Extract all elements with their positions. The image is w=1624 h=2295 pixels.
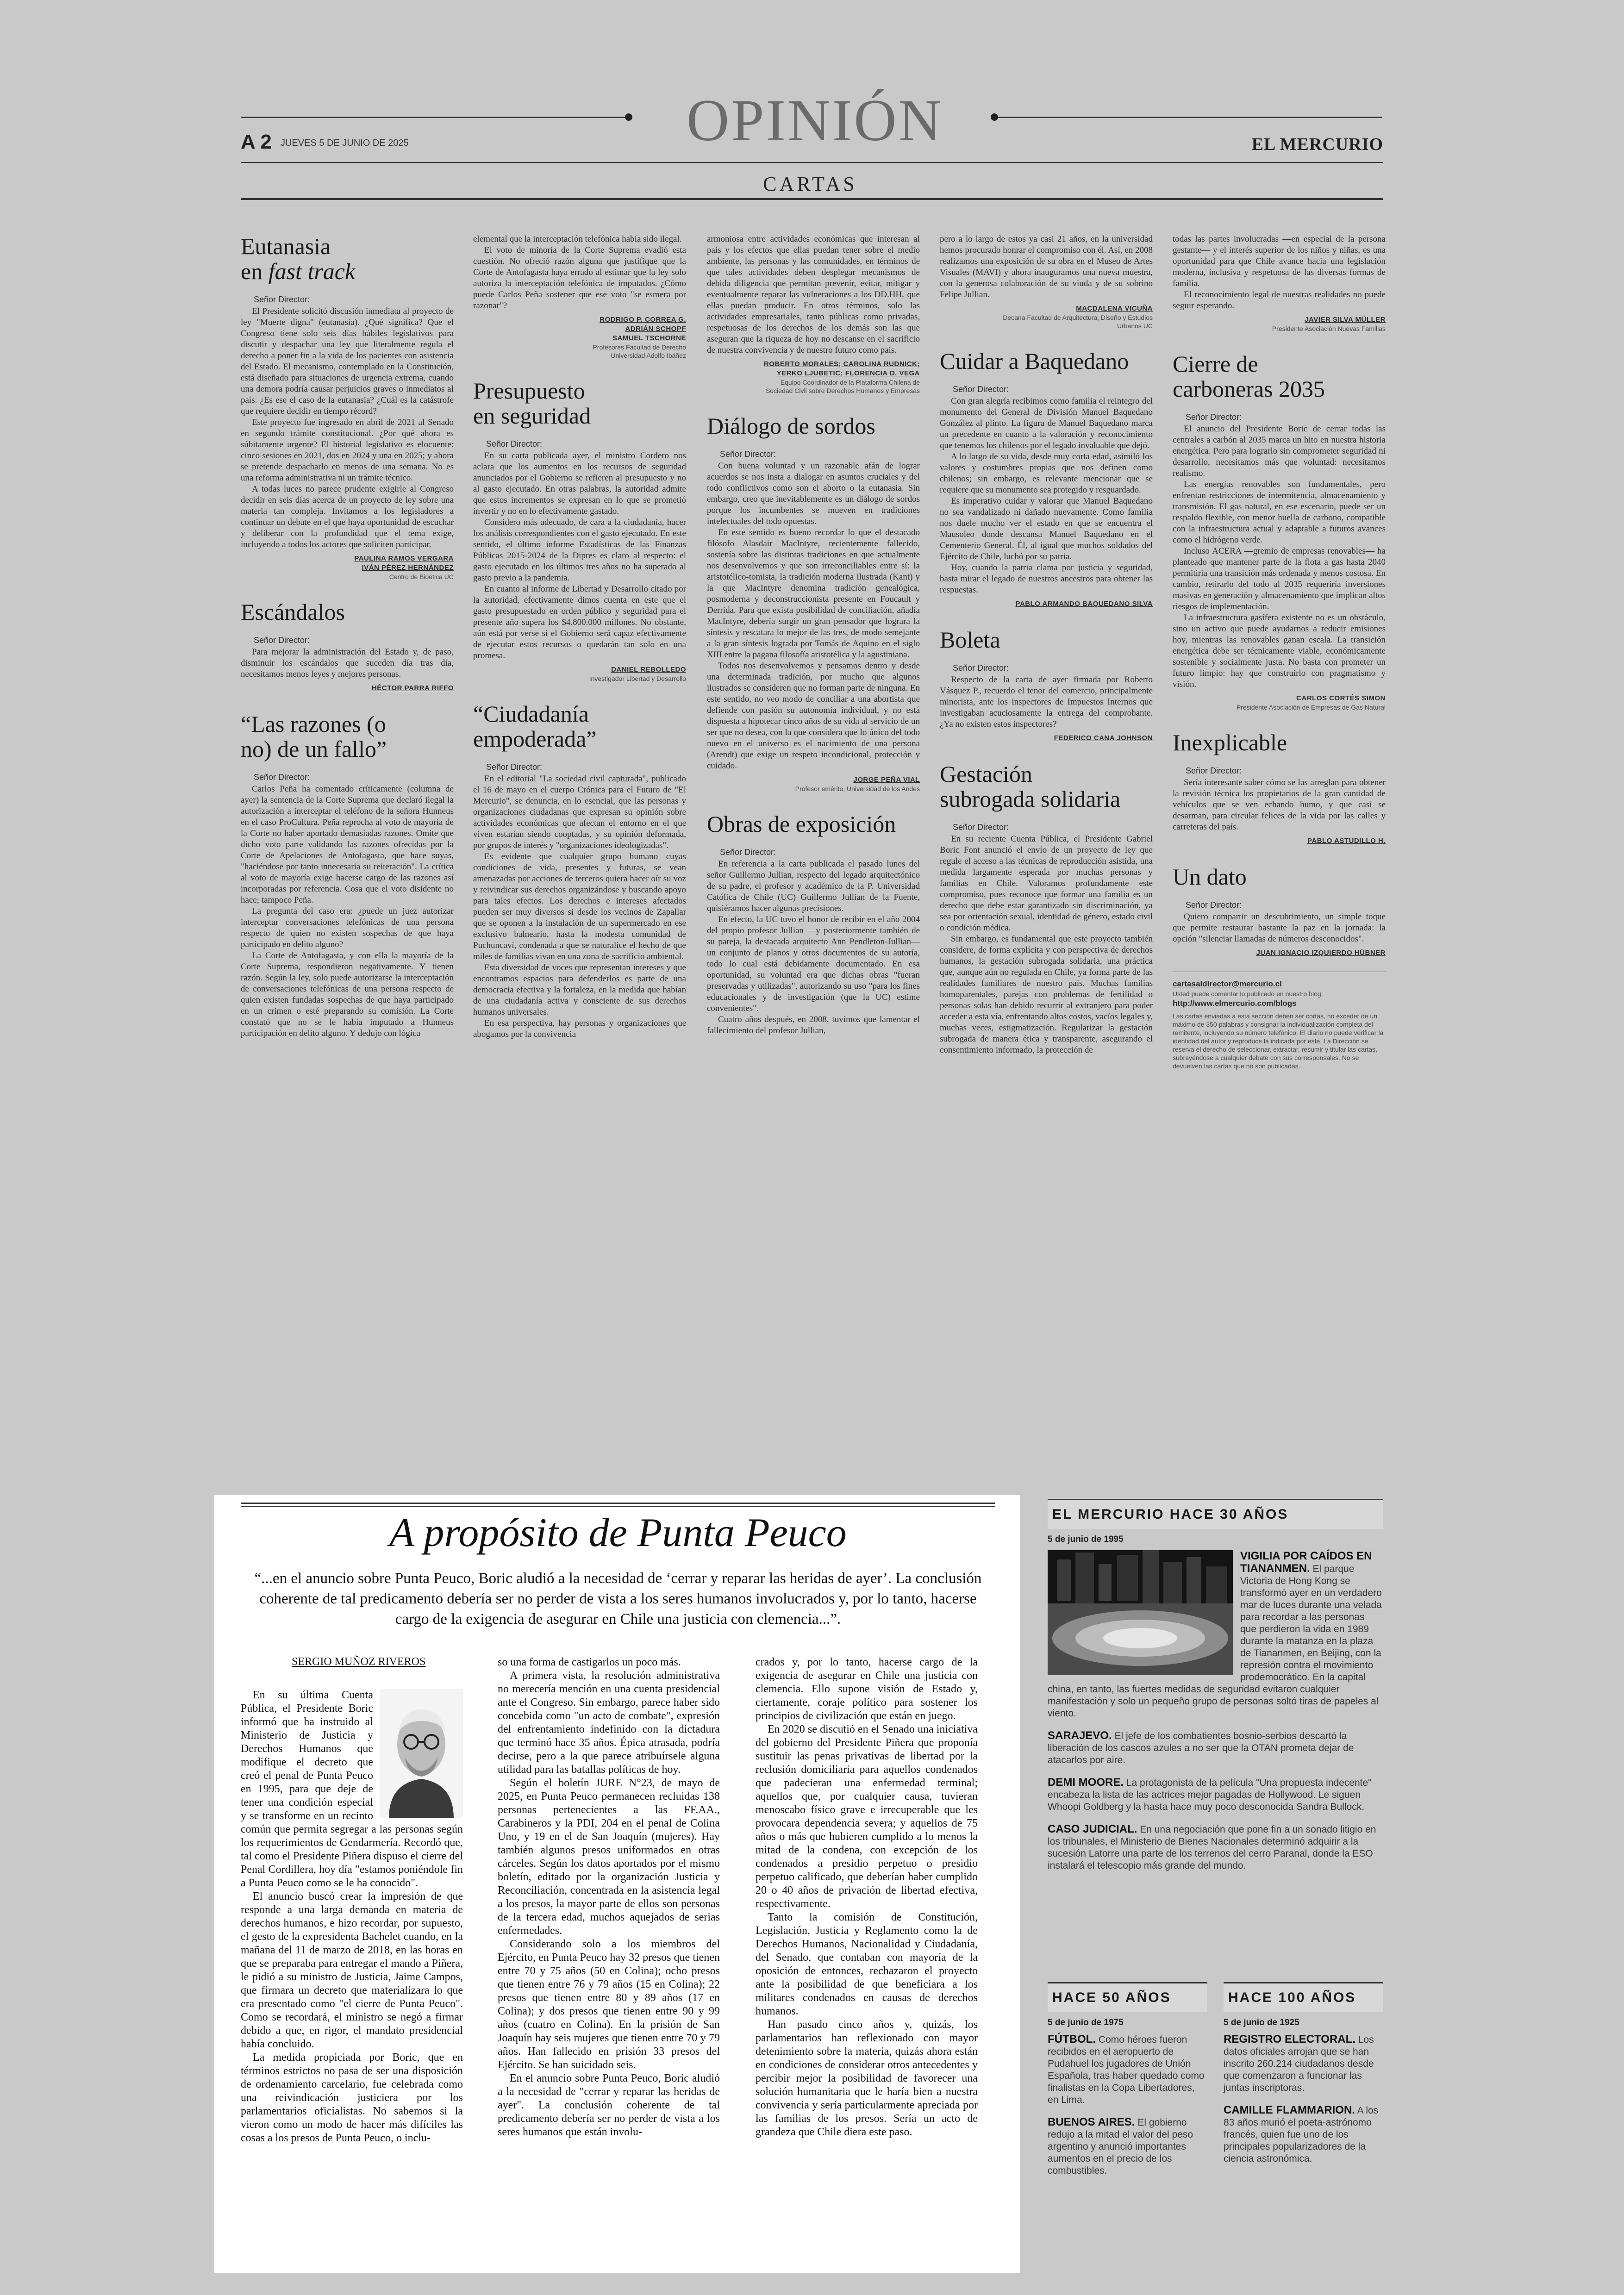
letter-title-gestacion: Gestación subrogada solidaria bbox=[940, 761, 1121, 812]
section-title: OPINIÓN bbox=[686, 87, 943, 153]
editorial-title: A propósito de Punta Peuco bbox=[389, 1510, 847, 1555]
editorial-lead: “...en el anuncio sobre Punta Peuco, Boric aludió a la necesidad de ‘cerrar y reparar las heridas de ayer’. La conclusión coherente de tal predicamento debería ser no perder de vista a los seres humanos involucrados y, por lo tanto, hacerse cargo de la exigencia de asegurar en Chile una justicia con clemencia...”. bbox=[254, 1570, 982, 1628]
letter-paragraph: En este sentido es bueno recordar lo que el destacado filósofo Alasdair MacIntyre, recientemente fallecido, sostenía sobre las distintas tradiciones en que actualmente nos desenvolvemos y que son irreconciliables entre sí: la aristotélico-tomista, la tradición moderna ilustrada (Kant) y la que MacIntyre denomina tradición genealógica, posmoderna y deconstruccionista presente en Foucault y Derrida. Para que exista posibilidad de conciliación, añadía MacIntyre, debería surgir un gran pensador que lograra la síntesis y rescatara lo mejor de las tres, de modo semejante a la gran síntesis lograda por Tomás de Aquino en el siglo XIII entre la pagana filosofía aristotélica y la agustiniana. bbox=[707, 528, 920, 660]
editorial-column-2 bbox=[498, 1656, 720, 2139]
hace-100-item: CAMILLE FLAMMARION. A los 83 años murió el poeta-astrónomo francés, quien fue uno de los principales popularizadores de la ciencia astronómica. bbox=[1224, 2104, 1379, 2164]
contact-blog-link[interactable]: http://www.elmercurio.com/blogs bbox=[1173, 999, 1297, 1008]
salutation: Señor Director: bbox=[254, 636, 310, 645]
letter-signature: RODRIGO P. CORREA G. bbox=[600, 316, 686, 324]
letter-paragraph: El Presidente solicitó discusión inmediata al proyecto de ley "Muerte digna" (eutanasia). ¿Qué significa? Que el Congreso tiene solo seis días hábiles legislativos para discutir y despachar una ley que literalmente regula el derecho a poner fin a la vida de los pacientes con asistencia del Estado. El mecanismo, contemplado en la Constitución, está diseñado para situaciones de urgencia extrema, cuando una demora podría causar perjuicios graves o inmediatos al país. ¿Es ese el caso de la eutanasia? ¿Cuál es la catástrofe que requiere decidir en tiempo récord? bbox=[241, 306, 454, 416]
salutation: Señor Director: bbox=[254, 773, 310, 782]
letter-paragraph: Es imperativo cuidar y valorar que Manuel Baquedano no sea vandalizado ni dañado nuevamente. Como familia nos duele mucho ver el estado en que se encuentra el Mausoleo donde descansa Manuel Baquedano en el Cementerio General. Él, al igual que muchos soldados del Ejército de Chile, luchó por su patria. bbox=[940, 496, 1153, 561]
candlelight-vigil-photo-icon bbox=[1048, 1550, 1233, 1675]
letter-paragraph: Sin embargo, es fundamental que este proyecto también considere, de forma explícita y con perspectiva de derechos humanos, la gestación subrogada solidaria, una práctica que, aunque aún no regulada en Chile, ya forma parte de las realidades familiares de nuestro país. Muchas familias homoparentales, parejas con problemas de fertilidad o personas solas han debido recurrir al extranjero para poder acceder a esta vía, enfrentando altos costos, vacíos legales y, muchas veces, estigmatización. Regularizar la gestación subrogada de manera ética y transparente, asegurando el consentimiento informado, la protección de bbox=[940, 934, 1153, 1055]
letter-paragraph: El voto de minoría de la Corte Suprema evadió esta cuestión. No ofreció razón alguna que justifique que la Corte de Antofagasta haya errado al estimar que la ley solo autoriza la interceptación telefónica de imputados. ¿Cómo puede Carlos Peña sostener que ese voto "se esmera por razonar"? bbox=[473, 245, 686, 311]
editorial-paragraph: El anuncio buscó crear la impresión de que responde a una larga demanda en materia de derechos humanos, e hizo recordar, por supuesto, el gesto de la expresidenta Bachelet cuando, en la mañana del 11 de marzo de 2018, en las horas en que se preparaba para entregar el mando a Piñera, le pidió a su ministro de Justicia, Jaime Campos, que firmara un decreto que materializara lo que era presentado como "el cierre de Punta Peuco". Como se recordará, el ministro se negó a firmar debido a que, en rigor, el mandato presidencial había concluido. bbox=[241, 1890, 463, 2050]
page-number: A 2 bbox=[241, 131, 272, 153]
letter-paragraph: Es evidente que cualquier grupo humano cuyas condiciones de vida, presentes y futuras, se vean amenazadas por acciones de terceros quiera hacer oír su voz y reivindicar sus derechos organizándose y buscando apoyo para tales efectos. Los derechos e intereses afectados pueden ser muy diversos si desde los vecinos de Zapallar que se oponen a la instalación de un supermercado en ese exclusivo balneario, hasta la modesta comunidad de Puchuncaví, condenada a que se naturalice el hecho de que miles de familias vivan en una zona de sacrificio ambiental. bbox=[473, 852, 686, 961]
contact-blog-note: Usted puede comentar lo publicado en nuestro blog: bbox=[1173, 990, 1323, 998]
letter-affiliation: Investigador Libertad y Desarrollo bbox=[589, 675, 686, 682]
tiananmen-photo bbox=[1048, 1550, 1233, 1675]
letter-paragraph: Sería interesante saber cómo se las arreglan para obtener la revisión técnica los propietarios de la gran cantidad de vehículos que se ven echando humo, y que casi se desarman, para circular felices de la vida por las calles y carreteras del país. bbox=[1173, 778, 1386, 832]
letter-title-obras: Obras de exposición bbox=[707, 811, 896, 837]
letter-paragraph: La infraestructura gasífera existente no es un obstáculo, sino un activo que puede ayudarnos a reducir emisiones hoy, mientras las renovables ganan escala. La transición energética debe ser técnicamente viable, económicamente sostenible y socialmente justa. No basta con prometer un futuro limpio: hay que construirlo con pragmatismo y visión. bbox=[1173, 613, 1386, 689]
letters-column-1 bbox=[241, 234, 454, 1039]
salutation: Señor Director: bbox=[1186, 412, 1242, 422]
letter-paragraph: Considero más adecuado, de cara a la ciudadanía, hacer los análisis correspondientes con el gasto ejecutado. En este sentido, el último informe Estadísticas de las Finanzas Públicas 2015-2024 de la Dipres es claro al respecto: el gasto ejecutado en los últimos tres años no ha superado al gasto previo a la pandemia. bbox=[473, 518, 686, 583]
header-rule bbox=[241, 162, 1383, 163]
letter-signature: YERKO LJUBETIC; FLORENCIA D. VEGA bbox=[776, 369, 920, 377]
editorial-paragraph: Considerando solo a los miembros del Ejército, en Punta Peuco hay 32 presos que tienen entre 70 y 75 años (50 en Colina); ocho presos que tienen entre 76 y 79 años (15 en Colina); 22 presos que tienen entre 80 y 89 años (17 en Colina); y dos presos que tienen entre 90 y 99 años (cuatro en Colina). En la prisión de San Joaquín hay seis mujeres que tienen entre 70 y 79 años. Han fallecido en prisión 33 presos del Ejército. Se han suicidado seis. bbox=[498, 1938, 720, 2071]
editorial-paragraph: Han pasado cinco años y, quizás, los parlamentarios han reflexionado con mayor detenimiento sobre la materia, quizás ahora están en condiciones de considerar otros antecedentes y percibir mejor la posibilidad de favorecer una solución humanitaria que le haría bien a nuestra convivencia y sería particularmente apreciada por las familias de los presos. Sería un acto de grandeza que Chile diera este paso. bbox=[756, 2019, 978, 2138]
header-rule-right bbox=[993, 117, 1382, 118]
letter-affiliation: Universidad Adolfo Ibáñez bbox=[611, 352, 686, 359]
editorial-paragraph: crados y, por lo tanto, hacerse cargo de la exigencia de asegurar en Chile una justicia con clemencia. Ello supone visión de Estado y, ciertamente, coraje político para sostener los principios de civilización que están en juego. bbox=[756, 1656, 978, 1722]
letter-affiliation: Profesores Facultad de Derecho bbox=[593, 343, 686, 351]
header-rule-thick bbox=[241, 198, 1383, 200]
letter-title-ciudadania: “Ciudadanía empoderada” bbox=[473, 701, 597, 752]
letter-signature: IVÁN PÉREZ HERNÁNDEZ bbox=[362, 564, 454, 572]
salutation: Señor Director: bbox=[1186, 900, 1242, 910]
hace-50-item: FÚTBOL. Como héroes fueron recibidos en el aeropuerto de Pudahuel los jugadores de Unión Española, tras haber quedado como finalistas en la Copa Libertadores, en Lima. bbox=[1048, 2033, 1205, 2105]
contact-email[interactable]: cartasaldirector@mercurio.cl bbox=[1173, 979, 1282, 988]
letter-title-boleta: Boleta bbox=[940, 627, 1000, 653]
header-dot-left bbox=[625, 113, 632, 121]
hace-50-date: 5 de junio de 1975 bbox=[1048, 2018, 1124, 2027]
newspaper-brand: EL MERCURIO bbox=[1251, 135, 1383, 154]
letter-title-dialogo: Diálogo de sordos bbox=[707, 413, 875, 439]
salutation: Señor Director: bbox=[953, 663, 1009, 673]
letter-signature: FEDERICO CANA JOHNSON bbox=[1054, 734, 1153, 742]
letter-paragraph: En el editorial "La sociedad civil capturada", publicado el 16 de mayo en el cuerpo Crónica para el Futuro de "El Mercurio", se denuncia, en lo esencial, que las personas y organizaciones ciudadanas que expresan su opinión sobre actividades económicas que afectan el entorno en el que viven estarían siendo cooptadas, y su opinión deformada, por grupos de interés y "organizaciones ideologizadas". bbox=[473, 774, 686, 850]
letter-paragraph: La Corte de Antofagasta, y con ella la mayoría de la Corte Suprema, respondieron negativamente. Y tienen razón. Según la ley, solo puede autorizarse la interceptación de conversaciones telefónicas de una persona respecto de quien existen fundadas sospechas de que haya participado en un crimen o esté preparando su comisión. La Corte constató que no se le había imputado a Hunneus participación en delito alguno. Y dedujo con lógica bbox=[241, 951, 454, 1038]
editorial-paragraph: A primera vista, la resolución administrativa no merecería mención en una cuenta presidencial ante el Congreso. Sin embargo, parece haber sido concebida como "un acto de combate", expresión del enfrentamiento indefinido con la dictadura que terminó hace 35 años. Épica atrasada, podría decirse, pero a la que parece atribuírsele alguna utilidad para las batallas políticas de hoy. bbox=[498, 1670, 720, 1776]
letter-affiliation: Sociedad Civil sobre Derechos Humanos y Empresas bbox=[765, 387, 920, 394]
letter-signature: JAVIER SILVA MÜLLER bbox=[1305, 316, 1386, 324]
letter-signature: SAMUEL TSCHORNE bbox=[612, 334, 686, 342]
letter-title-presupuesto: Presupuesto en seguridad bbox=[473, 378, 591, 429]
contact-box bbox=[1173, 972, 1386, 1070]
editorial-rule-top bbox=[241, 1503, 995, 1504]
letter-paragraph: En su reciente Cuenta Pública, el Presidente Gabriel Boric Font anunció el envío de un proyecto de ley que regule el acceso a las técnicas de reproducción asistida, una medida largamente esperada por muchas personas y familias en Chile. Valoramos profundamente este compromiso, pues reconoce que formar una familia es un derecho que debe estar garantizado sin discriminación, ya sea por orientación sexual, identidad de género, estado civil o condición médica. bbox=[940, 834, 1153, 933]
letter-affiliation: Equipo Coordinador de la Plataforma Chilena de bbox=[780, 379, 920, 386]
letters-column-2 bbox=[473, 234, 686, 1040]
letter-title-razones: “Las razones (o no) de un fallo” bbox=[241, 711, 387, 762]
letter-paragraph: pero a lo largo de estos ya casi 21 años, en la universidad hemos procurado honrar el compromiso con él. Así, en 2008 realizamos una exposición de su obra en el Museo de Artes Visuales (MAVI) y ahora inauguramos una nueva muestra, con la generosa colaboración de su viuda y de su sobrino Felipe Jullian. bbox=[940, 234, 1153, 299]
letter-paragraph: Todos nos desenvolvemos y pensamos dentro y desde una determinada tradición, por mucho que algunos ilustrados se consideren que no forman parte de ninguna. En este sentido, no veo modo de conciliar a una abortista que defiende con pasión su autonomía individual, y no está dispuesta a hipotecar cinco años de su vida al servicio de un ser que no desea, con la que considera que lo único del todo nuevo en el universo es el nacimiento de una persona (Arendt) que exige un respeto incondicional, protección y cuidado. bbox=[707, 661, 920, 771]
letter-signature: ADRIÁN SCHOPF bbox=[625, 325, 686, 333]
salutation: Señor Director: bbox=[720, 848, 776, 857]
letter-title-escandalos: Escándalos bbox=[241, 599, 345, 625]
letter-title-inexplicable: Inexplicable bbox=[1173, 730, 1287, 755]
hace-30-box bbox=[1048, 1499, 1383, 1882]
header-rule-left bbox=[241, 117, 630, 118]
editorial-paragraph: En el anuncio sobre Punta Peuco, Boric aludió a la necesidad de "cerrar y reparar las heridas de ayer". La conclusión coherente de tal predicamento debería ser no perder de vista a los seres humanos que están involu- bbox=[498, 2072, 720, 2138]
editorial-paragraph: En 2020 se discutió en el Senado una iniciativa del gobierno del Presidente Piñera que proponía sustituir las penas privativas de libertad por la reclusión domiciliaria para aquellos condenados que padecieran una enfermedad terminal; aquellos que, por cualquier causa, tuvieran menoscabo físico grave e irrecuperable que les provocara dependencia severa; y aquellos de 75 años o más que hubieren cumplido a lo menos la mitad de la condena, con excepción de los condenados a presidio perpetuo o presidio perpetuo calificado, que deberían haber cumplido 20 o 40 años de privación de libertad efectiva, respectivamente. bbox=[756, 1723, 978, 1910]
letter-affiliation: Presidente Asociación Nuevas Familias bbox=[1272, 325, 1386, 332]
letter-paragraph: El reconocimiento legal de nuestras realidades no puede seguir esperando. bbox=[1173, 290, 1386, 311]
letter-title-cuidar: Cuidar a Baquedano bbox=[940, 348, 1129, 374]
letter-paragraph: A todas luces no parece prudente exigirle al Congreso decidir en seis días acerca de un proyecto de ley sobre una materia tan compleja. Invitamos a los legisladores a continuar un debate en el que haya oportunidad de escuchar y deliberar con la profundidad que el tema exige, incluyendo a todos los actores que soliciten participar. bbox=[241, 484, 454, 549]
salutation: Señor Director: bbox=[254, 295, 310, 304]
salutation: Señor Director: bbox=[486, 439, 543, 449]
letter-paragraph: En efecto, la UC tuvo el honor de recibir en el año 2004 del propio profesor Jullian —y posteriormente también de su pareja, la destacada arquitecto Ann Pendleton-Jullian— un conjunto de planos y otros documentos de su autoría, todo lo cual está debidamente documentado. En esa oportunidad, su voluntad era que dichas obras "fueran preservadas y utilizadas", autorizando su uso "para los fines educacionales y de investigación (que la UC) estime convenientes". bbox=[707, 915, 920, 1013]
author-portrait-icon bbox=[380, 1689, 463, 1818]
hace-100-header: HACE 100 AÑOS bbox=[1224, 1982, 1383, 2012]
editorial-paragraph: so una forma de castigarlos un poco más. bbox=[498, 1656, 681, 1668]
letter-signature: PABLO ASTUDILLO H. bbox=[1307, 837, 1386, 845]
letters-column-3 bbox=[707, 234, 920, 1036]
letter-paragraph: Este proyecto fue ingresado en abril de 2021 al Senado en segundo trámite constitucional. ¿Por qué ahora es súbitamente urgente? El historial legislativo es elocuente: cinco sesiones en 2021, dos en 2024 y una en 2025; y ahora se pretende despacharlo en menos de una semana. No es una reforma administrativa ni un trámite técnico. bbox=[241, 418, 454, 483]
letter-signature: MACDALENA VICUÑA bbox=[1076, 305, 1153, 312]
hace-100-item: REGISTRO ELECTORAL. Los datos oficiales arrojan que se han inscrito 260.214 ciudadanos desde que comenzaron a funcionar las juntas inscriptoras. bbox=[1224, 2033, 1374, 2093]
letter-title-eutanasia: Eutanasia en fast track bbox=[241, 233, 356, 284]
letter-affiliation: Profesor emérito, Universidad de los Andes bbox=[795, 785, 920, 792]
editorial-column-1 bbox=[241, 1689, 463, 2145]
letter-paragraph: armoniosa entre actividades económicas que interesan al país y los efectos que ellas puedan tener sobre el medio ambiente, las personas y las comunidades, en términos de que tales actividades deben desplegar mecanismos de debida diligencia que permitan prevenir, evitar, mitigar y eventualmente reparar las vulneraciones a los DD.HH. que ellas puedan producir. En otros términos, solo las actividades empresariales, tanto públicas como privadas, respetuosas de los derechos de los demás son las que aseguran que la riqueza de hoy no descanse en el sacrificio de nuestra convivencia y de nuestro futuro como país. bbox=[707, 234, 920, 355]
letter-paragraph: En su carta publicada ayer, el ministro Cordero nos aclara que los aumentos en los recursos de seguridad anunciados por el Gobierno se refieren al presupuesto y no al gasto ejecutado. En otras palabras, la autoridad admite que estos incrementos se expresan en lo que se prometió invertir y no en lo efectivamente gastado. bbox=[473, 451, 686, 516]
letter-paragraph: Con buena voluntad y un razonable afán de lograr acuerdos se nos insta a dialogar en asuntos cruciales y del todo conflictivos como son el aborto o la eutanasia. Sin embargo, creo que inevitablemente es un diálogo de sordos porque los incumbentes se mueven en tradiciones intelectuales del todo opuestas. bbox=[707, 461, 920, 526]
salutation: Señor Director: bbox=[1186, 766, 1242, 775]
letter-affiliation: Presidente Asociación de Empresas de Gas Natural bbox=[1236, 704, 1386, 711]
hace-50-box bbox=[1048, 1982, 1207, 2187]
hace-50-header: HACE 50 AÑOS bbox=[1048, 1982, 1207, 2012]
hace-100-date: 5 de junio de 1925 bbox=[1224, 2018, 1299, 2027]
tiananmen-caption: VIGILIA POR CAÍDOS EN TIANANMEN. El parque Victoria de Hong Kong se transformó ayer en un verdadero mar de luces durante una velada para recordar a las personas que perdieron la vida en 1989 durante la matanza en la plaza de Tiananmen, en Beijing, con la represión contra el movimiento prodemocrático. En la capital china, en tanto, las fuertes medidas de seguridad evitaron cualquier manifestación y solo un pequeño grupo de personas soltó tiras de papeles al viento. bbox=[1048, 1550, 1382, 1719]
letter-paragraph: El anuncio del Presidente Boric de cerrar todas las centrales a carbón al 2035 marca un hito en nuestra historia energética. Pero para lograrlo sin comprometer seguridad ni desarrollo, necesitamos más que voluntad: necesitamos realismo. bbox=[1173, 424, 1386, 478]
letter-affiliation: Urbanos UC bbox=[1117, 322, 1153, 330]
letter-paragraph: En cuanto al informe de Libertad y Desarrollo citado por la autoridad, efectivamente dimos cuenta en este que el gasto presupuestado en orden público y seguridad para el presente año supera los $4.800.000 millones. No obstante, aún está por verse si el Gobierno será capaz efectivamente de ejecutar estos recursos o quedarán tan solo en una promesa. bbox=[473, 584, 686, 661]
letter-paragraph: Carlos Peña ha comentado críticamente (columna de ayer) la sentencia de la Corte Suprema que declaró ilegal la autorización a interceptar el teléfono de la señora Hunneus en el caso ProCultura. Peña reprocha al voto de mayoría de la Corte no haber aportado demasiadas razones. Omite que dicho voto parte validando las razones ofrecidas por la Corte de Apelaciones de Antofagasta, que hace suyas, "haciéndose por tanto innecesaria su reiteración". La crítica al voto de mayoría exige hacerse cargo de las razones así incorporadas por referencia. Cosa que el voto disidente no hace; tampoco Peña. bbox=[241, 784, 454, 905]
letter-title-undato: Un dato bbox=[1173, 864, 1247, 890]
editorial-paragraph: En su última Cuenta Pública, el Presidente Boric informó que ha instruido al Ministerio de Justicia y Derechos Humanos que modifique el decreto que creó el penal de Punta Peuco en 1995, para que deje de tener una condición especial y se transforme en un recinto común que permita segregar a las personas según los requerimientos de Gendarmería. Recordó que, tal como el Presidente Piñera dispuso el cierre del Penal Cordillera, hoy día "estamos poniéndole fin a Punta Peuco como se le ha conocido". bbox=[241, 1689, 463, 1889]
letter-paragraph: Respecto de la carta de ayer firmada por Roberto Vásquez P., recuerdo el tenor del comercio, principalmente minorista, ante los inspectores de Impuestos Internos que investigaban acuciosamente la entrega del comprobante. ¿Ya no existen estos inspectores? bbox=[940, 675, 1153, 729]
letter-paragraph: Cuatro años después, en 2008, tuvimos que lamentar el fallecimiento del profesor Jullian, bbox=[707, 1015, 920, 1035]
letter-signature: PABLO ARMANDO BAQUEDANO SILVA bbox=[1015, 600, 1153, 608]
letter-paragraph: La pregunta del caso era: ¿puede un juez autorizar interceptar conversaciones telefónicas de una persona respecto de quien no existen sospechas de que haya participado en delito alguno? bbox=[241, 906, 454, 949]
letter-paragraph: Quiero compartir un descubrimiento, un simple toque que permite restaurar bastante la paz en la jornada: la opción "silenciar llamadas de números desconocidos". bbox=[1173, 912, 1386, 944]
letter-paragraph: A lo largo de su vida, desde muy corta edad, asimiló los valores y costumbres propias que nos definen como chilenos; sin embargo, es relevante mencionar que se requiere que su monumento sea protegido y resguardado. bbox=[940, 452, 1153, 495]
letter-paragraph: Incluso ACERA —gremio de empresas renovables— ha planteado que mantener parte de la flota a gas hasta 2040 permitiría una transición más ordenada y menos costosa. En cambio, retirarlo del todo al 2035 requeriría inversiones masivas en generación y almacenamiento que implican altos riesgos de implementación. bbox=[1173, 546, 1386, 611]
contact-policy: Las cartas enviadas a esta sección deben ser cortas, no exceder de un máximo de 350 palabras y consignar la individualización completa del remitente, incluyendo su número telefónico. El diario no puede verificar la identidad del autor y reproduce la indicada por este. La Dirección se reserva el derecho de seleccionar, extractar, resumir y titular las cartas, subrayéndose a cualquier debate con sus corresponsales. No se devuelven las cartas que no son publicadas. bbox=[1173, 1012, 1384, 1070]
hace-30-item: SARAJEVO. El jefe de los combatientes bosnio-serbios descartó la liberación de los cascos azules a no ser que la OTAN prometa dejar de atacarlos por aire. bbox=[1048, 1729, 1354, 1765]
letter-paragraph: Esta diversidad de voces que representan intereses y que encontramos espacios para defenderlos es parte de una democracia efectiva y la fortaleza, en la medida que habían de una ciudadanía activa y consciente de sus derechos humanos universales. bbox=[473, 963, 686, 1017]
editorial-column-3 bbox=[756, 1656, 978, 2139]
letter-signature: JORGE PEÑA VIAL bbox=[853, 776, 920, 784]
letter-signature: DANIEL REBOLLEDO bbox=[611, 666, 686, 674]
letter-paragraph: Para mejorar la administración del Estado y, de paso, disminuir los escándalos que suceden día tras día, necesitamos menos leyes y mejores personas. bbox=[241, 647, 454, 679]
hace-30-header: EL MERCURIO HACE 30 AÑOS bbox=[1048, 1499, 1383, 1529]
editorial-paragraph: La medida propiciada por Boric, que en términos estrictos no pasa de ser una disposición de ordenamiento carcelario, fue celebrada como una reivindicación justiciera por los parlamentarios oficialistas. No sabemos si la vieron como un modo de hacer más difíciles las cosas a los presos de Punta Peuco, o inclu- bbox=[241, 2052, 463, 2144]
editorial-paragraph: Tanto la comisión de Constitución, Legislación, Justicia y Reglamento como la de Derechos Humanos, Nacionalidad y Ciudadanía, del Senado, que contaban con mayoría de la oposición de entonces, rechazaron el proyecto ante la posibilidad de que beneficiara a los militares condenados en causas de derechos humanos. bbox=[756, 1911, 978, 2017]
letter-paragraph: En esa perspectiva, hay personas y organizaciones que abogamos por la convivencia bbox=[473, 1018, 686, 1039]
letter-paragraph: En referencia a la carta publicada el pasado lunes del señor Guillermo Jullian, respecto del legado arquitectónico de su padre, el profesor y académico de la P. Universidad Católica de Chile (UC) Guillermo Jullian de la Fuente, quisiéramos hacer algunas precisiones. bbox=[707, 859, 920, 913]
author-photo bbox=[380, 1689, 463, 1818]
hace-30-item: DEMI MOORE. La protagonista de la película "Una propuesta indecente" encabeza la lista de las actrices mejor pagadas de Hollywood. Le siguen Whoopi Goldberg y la hasta hace muy poco desconocida Sandra Bullock. bbox=[1048, 1776, 1372, 1812]
letter-title-cierre: Cierre de carboneras 2035 bbox=[1173, 351, 1325, 402]
editorial-author: SERGIO MUÑOZ RIVEROS bbox=[292, 1656, 426, 1668]
hace-100-box bbox=[1224, 1982, 1383, 2175]
letter-paragraph: Hoy, cuando la patria clama por justicia y seguridad, basta mirar el legado de nuestros ancestros para obtener las respuestas. bbox=[940, 563, 1153, 595]
letter-affiliation: Centro de Bioética UC bbox=[389, 573, 454, 580]
subsection-title: CARTAS bbox=[763, 173, 857, 195]
editorial-rule-top-thin bbox=[241, 1506, 995, 1507]
letter-paragraph: Las energías renovables son fundamentales, pero enfrentan restricciones de intermitencia, almacenamiento y transmisión. El gas natural, en ese escenario, puede ser un respaldo flexible, con menor huella de carbono, compatible con la infraestructura actual y adaptable a futuros avances como el hidrógeno verde. bbox=[1173, 480, 1386, 545]
letters-column-5 bbox=[1173, 234, 1386, 1070]
letter-paragraph: Con gran alegría recibimos como familia el reintegro del monumento del General de División Manuel Baquedano González al plinto. La figura de Manuel Baquedano marca un precedente en cuanto a la valoración y reconocimiento que tenemos los chilenos por el legado invaluable que dejó. bbox=[940, 396, 1153, 450]
salutation: Señor Director: bbox=[720, 449, 776, 459]
hace-30-item: CASO JUDICIAL. En una negociación que pone fin a un sonado litigio en los tribunales, el Ministerio de Bienes Nacionales determinó adquirir a la sucesión Latorre una parte de los terrenos del cerro Paranal, donde la ESO instalará el telescopio más grande del mundo. bbox=[1048, 1823, 1376, 1871]
salutation: Señor Director: bbox=[486, 762, 543, 772]
page-date: JUEVES 5 DE JUNIO DE 2025 bbox=[281, 138, 409, 148]
letters-column-4 bbox=[940, 234, 1153, 1056]
hace-30-date: 5 de junio de 1995 bbox=[1048, 1534, 1124, 1544]
editorial-paragraph: Según el boletín JURE N°23, de mayo de 2025, en Punta Peuco permanecen recluidas 138 personas pertenecientes a las FF.AA., Carabineros y la PDI, 204 en el penal de Colina Uno, y 19 en el de San Joaquín (mujeres). Hay también algunos presos uniformados en otras cárceles. Según los datos aportados por el mismo boletín, editado por la organización Justicia y Reconciliación, concentrada en la asistencia legal a los presos, la mayor parte de ellos son personas de la tercera edad, muchos aquejados de serias enfermedades. bbox=[498, 1777, 720, 1937]
header-dot-right bbox=[991, 113, 998, 121]
hace-50-item: BUENOS AIRES. El gobierno redujo a la mitad el valor del peso argentino y anunció importantes aumentos en el precio de los combustibles. bbox=[1048, 2116, 1193, 2176]
salutation: Señor Director: bbox=[953, 823, 1009, 832]
letter-signature: CARLOS CORTÉS SIMON bbox=[1296, 694, 1386, 702]
letter-paragraph: elemental que la interceptación telefónica había sido ilegal. bbox=[473, 234, 682, 244]
letter-signature: ROBERTO MORALES; CAROLINA RUDNICK; bbox=[764, 360, 920, 368]
letter-affiliation: Decana Facultad de Arquitectura, Diseño y Estudios bbox=[1003, 314, 1153, 321]
letter-paragraph: todas las partes involucradas —en especial de la persona gestante— y el interés superior de los niños y niñas, es una oportunidad para que Chile avance hacia una legislación moderna, inclusiva y respetuosa de las diversas formas de familia. bbox=[1173, 234, 1386, 288]
salutation: Señor Director: bbox=[953, 385, 1009, 394]
letter-signature: JUAN IGNACIO IZQUIERDO HÜBNER bbox=[1256, 949, 1386, 957]
letter-signature: HÉCTOR PARRA RIFFO bbox=[371, 684, 454, 692]
letter-signature: PAULINA RAMOS VERGARA bbox=[354, 555, 454, 562]
